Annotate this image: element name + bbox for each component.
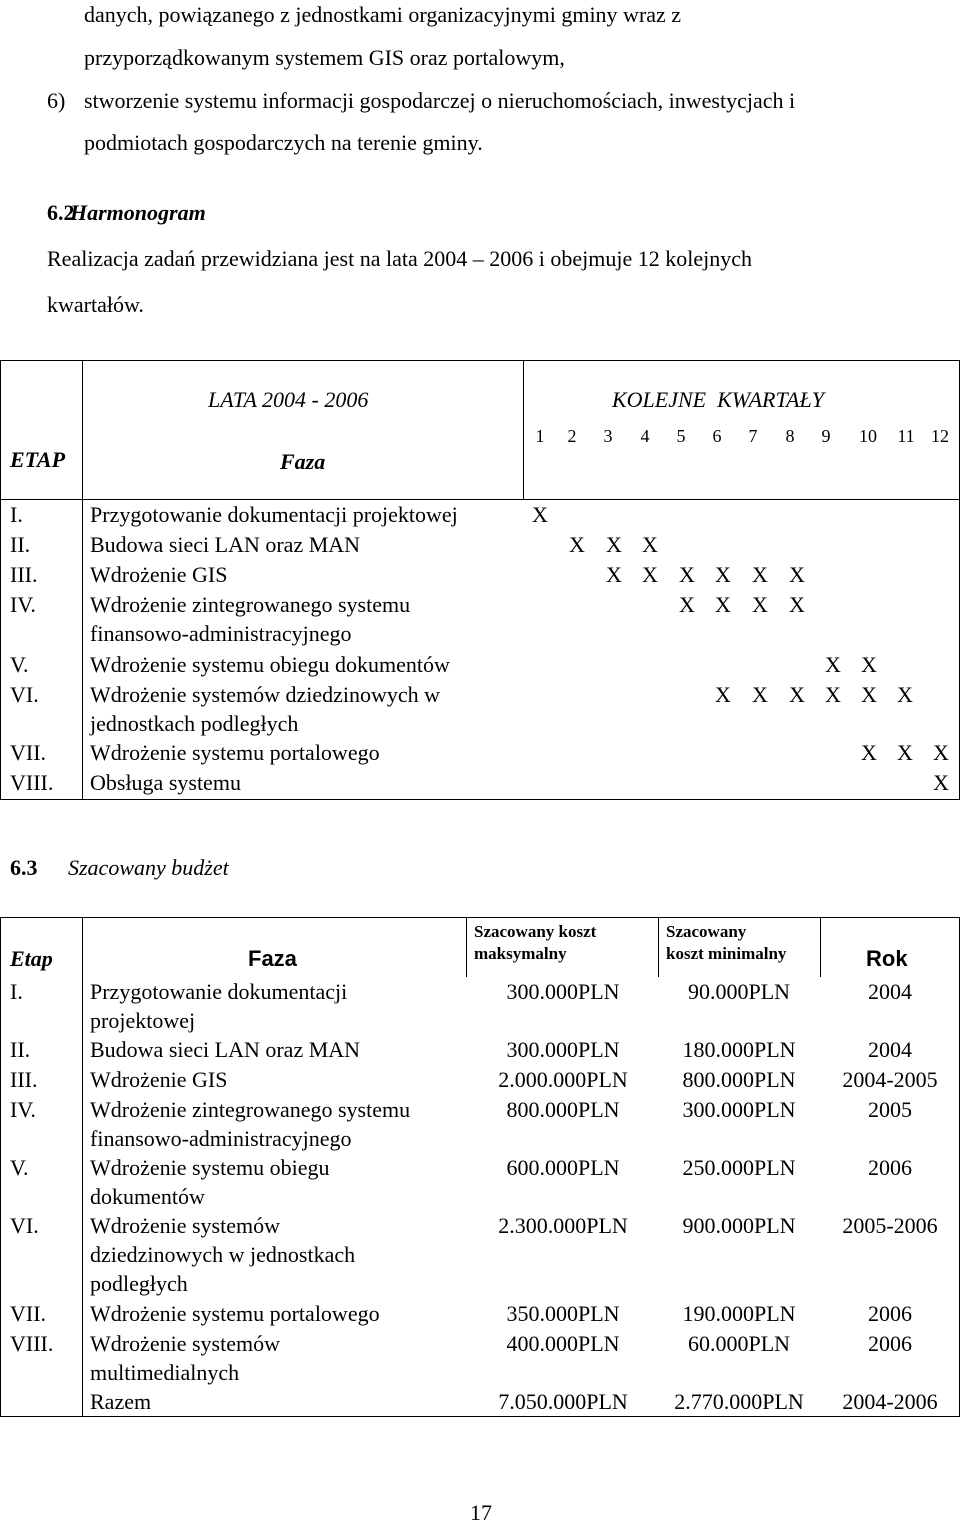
schedule-row-name: Budowa sieci LAN oraz MAN xyxy=(90,532,361,557)
schedule-row xyxy=(0,770,960,800)
schedule-row-name-continued: jednostkach podległych xyxy=(90,711,299,736)
budget-max-header-2: maksymalny xyxy=(474,944,567,963)
budget-row-name: dziedzinowych w jednostkach xyxy=(90,1242,356,1267)
item-6-line-2: podmiotach gospodarczych na terenie gminy. xyxy=(84,130,483,155)
budget-min-header-2: koszt minimalny xyxy=(666,944,787,963)
item-6-number: 6) xyxy=(47,88,66,113)
budget-row-min-cost: 60.000PLN xyxy=(687,1331,791,1356)
quarter-mark: X xyxy=(933,770,949,795)
schedule-row-name: Obsługa systemu xyxy=(90,770,241,795)
schedule-row xyxy=(0,532,960,562)
quarter-number: 9 xyxy=(821,426,831,446)
quarter-mark: X xyxy=(825,652,841,677)
budget-row-name: Wdrożenie systemów xyxy=(90,1331,280,1356)
budget-row-max-cost: 300.000PLN xyxy=(506,979,620,1004)
schedule-row-code: IV. xyxy=(10,592,36,617)
quarter-mark: X xyxy=(861,652,877,677)
budget-row-min-cost: 900.000PLN xyxy=(682,1213,796,1238)
budget-row-name: projektowej xyxy=(90,1008,196,1033)
quarter-mark: X xyxy=(825,682,841,707)
budget-faza-header: Faza xyxy=(248,946,297,971)
schedule-row xyxy=(0,592,960,646)
quarter-mark: X xyxy=(861,740,877,765)
schedule-row-code: III. xyxy=(10,562,38,587)
quarter-mark: X xyxy=(715,682,731,707)
quarter-number: 1 xyxy=(535,426,545,446)
budget-row-year: 2004 xyxy=(868,1037,912,1062)
budget-max-header-1: Szacowany koszt xyxy=(474,922,597,941)
budget-row-min-cost: 190.000PLN xyxy=(682,1301,796,1326)
section-6-2-number: 6.2 xyxy=(47,200,75,225)
budget-row-max-cost: 800.000PLN xyxy=(506,1097,620,1122)
quarter-mark: X xyxy=(897,682,913,707)
budget-row-name: Razem xyxy=(90,1389,152,1414)
budget-row-max-cost: 2.300.000PLN xyxy=(498,1213,628,1238)
schedule-row-code: V. xyxy=(10,652,29,677)
schedule-lata-header: LATA 2004 - 2006 xyxy=(208,387,369,412)
quarter-mark: X xyxy=(752,592,768,617)
budget-row-min-cost: 180.000PLN xyxy=(682,1037,796,1062)
quarter-number: 12 xyxy=(931,426,949,446)
schedule-row-code: VI. xyxy=(10,682,39,707)
schedule-row-name: Wdrożenie systemu obiegu dokumentów xyxy=(90,652,450,677)
quarter-number: 7 xyxy=(748,426,758,446)
quarter-mark: X xyxy=(789,592,805,617)
quarter-mark: X xyxy=(606,562,622,587)
budget-row-code: V. xyxy=(10,1155,29,1180)
quarter-mark: X xyxy=(752,562,768,587)
quarter-number: 2 xyxy=(567,426,577,446)
budget-row-name: Wdrożenie systemu portalowego xyxy=(90,1301,380,1326)
section-6-2-text-2: kwartałów. xyxy=(47,292,144,317)
schedule-row xyxy=(0,740,960,770)
schedule-table xyxy=(0,360,960,800)
budget-etap-header: Etap xyxy=(10,946,53,971)
budget-row-name: dokumentów xyxy=(90,1184,205,1209)
budget-row-name: multimedialnych xyxy=(90,1360,240,1385)
schedule-row-code: VIII. xyxy=(10,770,54,795)
budget-row-min-cost: 250.000PLN xyxy=(682,1155,796,1180)
budget-row-max-cost: 300.000PLN xyxy=(506,1037,620,1062)
quarter-number: 11 xyxy=(897,426,915,446)
budget-row-year: 2004-2006 xyxy=(842,1389,938,1414)
section-6-3-title: Szacowany budżet xyxy=(68,855,229,880)
item-6-line-1: stworzenie systemu informacji gospodarczej o nieruchomościach, inwestycjach i xyxy=(84,88,796,113)
budget-row-name: Budowa sieci LAN oraz MAN xyxy=(90,1037,361,1062)
quarter-number: 4 xyxy=(640,426,650,446)
quarter-mark: X xyxy=(789,682,805,707)
budget-row-code: VIII. xyxy=(10,1331,54,1356)
schedule-row xyxy=(0,562,960,592)
schedule-row-name-continued: finansowo-administracyjnego xyxy=(90,621,352,646)
quarter-mark: X xyxy=(933,740,949,765)
budget-row-year: 2005 xyxy=(868,1097,912,1122)
schedule-row xyxy=(0,652,960,682)
schedule-kwartaly-header: KOLEJNE KWARTAŁY xyxy=(612,387,824,412)
budget-rok-header: Rok xyxy=(866,946,908,971)
budget-row-max-cost: 400.000PLN xyxy=(506,1331,620,1356)
budget-row-min-cost: 2.770.000PLN xyxy=(674,1389,804,1414)
quarter-mark: X xyxy=(861,682,877,707)
page-number: 17 xyxy=(470,1500,492,1525)
quarter-number: 10 xyxy=(859,426,877,446)
budget-row-code: VI. xyxy=(10,1213,39,1238)
quarter-mark: X xyxy=(752,682,768,707)
budget-row-name: Wdrożenie systemu obiegu xyxy=(90,1155,330,1180)
quarter-number: 6 xyxy=(712,426,722,446)
quarter-mark: X xyxy=(679,562,695,587)
quarter-mark: X xyxy=(569,532,585,557)
budget-row-max-cost: 2.000.000PLN xyxy=(498,1067,628,1092)
quarter-mark: X xyxy=(715,562,731,587)
quarter-mark: X xyxy=(606,532,622,557)
quarter-mark: X xyxy=(532,502,548,527)
quarter-mark: X xyxy=(897,740,913,765)
schedule-row-name: Wdrożenie GIS xyxy=(90,562,228,587)
budget-row-name: Wdrożenie zintegrowanego systemu xyxy=(90,1097,411,1122)
budget-row-min-cost: 90.000PLN xyxy=(687,979,791,1004)
schedule-row-name: Wdrożenie systemów dziedzinowych w xyxy=(90,682,441,707)
quarter-mark: X xyxy=(789,562,805,587)
budget-row-name: Wdrożenie systemów xyxy=(90,1213,280,1238)
schedule-row-name: Przygotowanie dokumentacji projektowej xyxy=(90,502,458,527)
schedule-row-code: VII. xyxy=(10,740,47,765)
schedule-etap-header: ETAP xyxy=(10,447,66,472)
budget-row-name: finansowo-administracyjnego xyxy=(90,1126,352,1151)
budget-row-year: 2006 xyxy=(868,1155,912,1180)
schedule-row-name: Wdrożenie systemu portalowego xyxy=(90,740,380,765)
schedule-row xyxy=(0,682,960,736)
quarter-number: 5 xyxy=(676,426,686,446)
budget-row-code: III. xyxy=(10,1067,38,1092)
quarter-mark: X xyxy=(715,592,731,617)
budget-row-code: I. xyxy=(10,979,23,1004)
budget-row-year: 2004 xyxy=(868,979,912,1004)
budget-row-max-cost: 7.050.000PLN xyxy=(498,1389,628,1414)
schedule-row-code: I. xyxy=(10,502,23,527)
schedule-row-code: II. xyxy=(10,532,31,557)
schedule-row-name: Wdrożenie zintegrowanego systemu xyxy=(90,592,411,617)
budget-table xyxy=(0,917,960,1417)
schedule-row xyxy=(0,502,960,532)
section-6-2-text-1: Realizacja zadań przewidziana jest na lata 2004 – 2006 i obejmuje 12 kolejnych xyxy=(47,246,752,271)
quarter-mark: X xyxy=(679,592,695,617)
budget-row-code: VII. xyxy=(10,1301,47,1326)
budget-row-code: II. xyxy=(10,1037,31,1062)
budget-row-max-cost: 600.000PLN xyxy=(506,1155,620,1180)
budget-row-year: 2005-2006 xyxy=(842,1213,938,1238)
quarter-mark: X xyxy=(642,532,658,557)
budget-row-year: 2004-2005 xyxy=(842,1067,938,1092)
quarter-mark: X xyxy=(642,562,658,587)
budget-row-name: Wdrożenie GIS xyxy=(90,1067,228,1092)
schedule-faza-header: Faza xyxy=(280,449,326,474)
budget-min-header-1: Szacowany xyxy=(666,922,747,941)
section-6-3-number: 6.3 xyxy=(10,855,38,880)
quarter-number: 3 xyxy=(603,426,613,446)
section-6-2-title: Harmonogram xyxy=(70,200,206,225)
budget-row-max-cost: 350.000PLN xyxy=(506,1301,620,1326)
intro-line-1: danych, powiązanego z jednostkami organizacyjnymi gminy wraz z xyxy=(84,2,682,27)
budget-row-year: 2006 xyxy=(868,1331,912,1356)
intro-line-2: przyporządkowanym systemem GIS oraz portalowym, xyxy=(84,45,565,70)
budget-row-min-cost: 800.000PLN xyxy=(682,1067,796,1092)
budget-row-name: podległych xyxy=(90,1271,188,1296)
quarter-number: 8 xyxy=(785,426,795,446)
budget-row-year: 2006 xyxy=(868,1301,912,1326)
budget-row-name: Przygotowanie dokumentacji xyxy=(90,979,348,1004)
budget-row-min-cost: 300.000PLN xyxy=(682,1097,796,1122)
budget-row-code: IV. xyxy=(10,1097,36,1122)
